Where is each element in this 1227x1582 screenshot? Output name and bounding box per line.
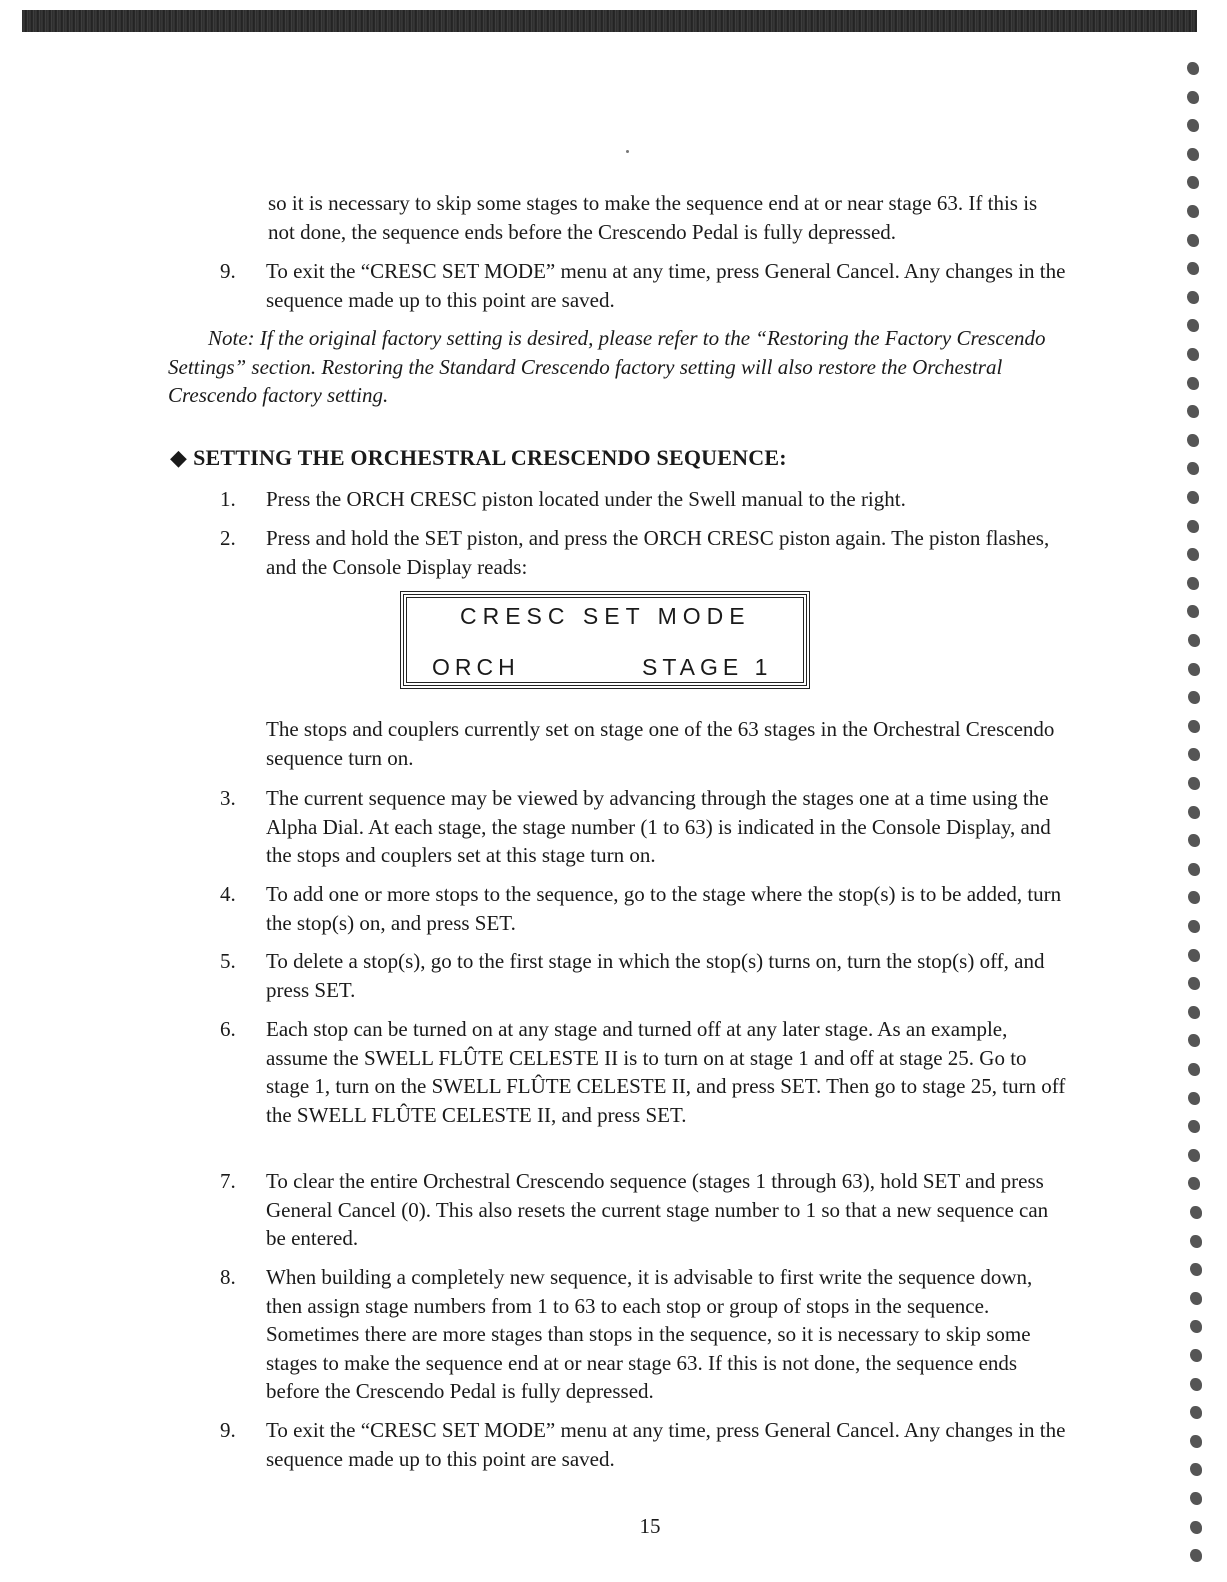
binding-ring-icon [1187,91,1199,104]
binding-ring-icon [1188,806,1200,819]
section-heading [170,445,787,471]
binding-ring-icon [1187,605,1199,618]
page-number: 15 [639,1514,661,1538]
binding-ring-icon [1187,176,1199,189]
console-display-line-2-left: ORCH [432,654,520,680]
step-text: To clear the entire Orchestral Crescendo sequence (stages 1 through 63), hold SET and press General Cancel (0). This also resets the current stage number to 1 so that a new sequence can be entered. [266,1169,1049,1250]
binding-ring-icon [1188,634,1200,647]
binding-ring-icon [1188,1092,1200,1105]
console-display [400,591,810,689]
step-text: To delete a stop(s), go to the first stage in which the stop(s) turns on, turn the stop(s) off, and press SET. [266,949,1045,1002]
binding-ring-icon [1188,1034,1200,1047]
binding-ring-icon [1190,1549,1202,1562]
binding-ring-icon [1188,891,1200,904]
binding-ring-icon [1187,62,1199,75]
step-number: 7. [220,1169,236,1193]
spiral-binding [1187,62,1205,1567]
binding-ring-icon [1188,691,1200,704]
step-number: 3. [220,786,236,810]
step-text: To exit the “CRESC SET MODE” menu at any time, press General Cancel. Any changes in the sequence made up to this point are saved. [266,259,1066,312]
step-number: 1. [220,487,236,511]
binding-ring-icon [1188,748,1200,761]
step-text: Each stop can be turned on at any stage and turned off at any later stage. As an example, assume the SWELL FLÛTE CELESTE II is to turn on at stage 1 and off at stage 25. Go to stage 1, turn on the SWELL FLÛTE CELESTE II, and press SET. Then go to stage 25, turn off the SWELL FLÛTE CELESTE II, and press SET. [266,1017,1066,1127]
scan-top-bar [22,10,1197,32]
binding-ring-icon [1190,1492,1202,1505]
binding-ring-icon [1190,1206,1202,1219]
step-text: To exit the “CRESC SET MODE” menu at any time, press General Cancel. Any changes in the sequence made up to this point are saved. [266,1418,1066,1471]
step-number: 9. [220,259,236,283]
after-display-paragraph: The stops and couplers currently set on stage one of the 63 stages in the Orchestral Crescendo sequence turn on. [266,717,1055,770]
binding-ring-icon [1188,1006,1200,1019]
binding-ring-icon [1188,949,1200,962]
binding-ring-icon [1187,205,1199,218]
binding-ring-icon [1188,777,1200,790]
binding-ring-icon [1188,1177,1200,1190]
scan-speck [626,150,629,153]
step-number: 9. [220,1418,236,1442]
binding-ring-icon [1188,1149,1200,1162]
binding-ring-icon [1190,1320,1202,1333]
binding-ring-icon [1190,1378,1202,1391]
step-number: 8. [220,1265,236,1289]
binding-ring-icon [1188,834,1200,847]
binding-ring-icon [1188,1120,1200,1133]
step-number: 6. [220,1017,236,1041]
step-number: 2. [220,526,236,550]
binding-ring-icon [1187,319,1199,332]
binding-ring-icon [1190,1263,1202,1276]
binding-ring-icon [1187,234,1199,247]
binding-ring-icon [1188,977,1200,990]
binding-ring-icon [1187,548,1199,561]
binding-ring-icon [1187,405,1199,418]
binding-ring-icon [1187,348,1199,361]
binding-ring-icon [1187,148,1199,161]
binding-ring-icon [1188,863,1200,876]
step-text: When building a completely new sequence, it is advisable to first write the sequence down, then assign stage numbers from 1 to 63 to each stop or group of stops in the sequence. Sometimes there are more stages than stops in the sequence, so it is necessary to skip some stages to make the sequence end at or near stage 63. If this is not done, the sequence ends before the Crescendo Pedal is fully depressed. [266,1265,1033,1403]
binding-ring-icon [1190,1235,1202,1248]
binding-ring-icon [1187,462,1199,475]
binding-ring-icon [1188,720,1200,733]
binding-ring-icon [1188,663,1200,676]
binding-ring-icon [1187,577,1199,590]
binding-ring-icon [1190,1349,1202,1362]
binding-ring-icon [1190,1435,1202,1448]
binding-ring-icon [1190,1463,1202,1476]
diamond-bullet-icon: ◆ [170,445,188,470]
step-text: Press and hold the SET piston, and press the ORCH CRESC piston again. The piston flashes, and the Console Display reads: [266,526,1050,579]
step-number: 5. [220,949,236,973]
step-text: To add one or more stops to the sequence, go to the stage where the stop(s) is to be added, turn the stop(s) on, and press SET. [266,882,1062,935]
step-number: 4. [220,882,236,906]
binding-ring-icon [1187,291,1199,304]
step-text: Press the ORCH CRESC piston located under the Swell manual to the right. [266,487,906,511]
binding-ring-icon [1187,119,1199,132]
console-display-line-2-right: STAGE 1 [642,654,773,680]
continuation-paragraph: so it is necessary to skip some stages to make the sequence end at or near stage 63. If this is not done, the sequence ends before the Crescendo Pedal is fully depressed. [268,191,1038,244]
binding-ring-icon [1190,1292,1202,1305]
binding-ring-icon [1190,1406,1202,1419]
binding-ring-icon [1187,520,1199,533]
step-text: The current sequence may be viewed by advancing through the stages one at a time using the Alpha Dial. At each stage, the stage number (1 to 63) is indicated in the Console Display, and the stops and couplers set at this stage turn on. [266,786,1051,867]
binding-ring-icon [1187,377,1199,390]
binding-ring-icon [1187,491,1199,504]
note-paragraph: Note: If the original factory setting is desired, please refer to the “Restoring the Factory Crescendo Settings” section. Restoring the Standard Crescendo factory setting will also restore the Orchestral Crescendo factory setting. [168,326,1046,407]
section-heading-text: SETTING THE ORCHESTRAL CRESCENDO SEQUENCE: [193,445,787,470]
console-display-line-1: CRESC SET MODE [460,603,751,629]
binding-ring-icon [1188,1063,1200,1076]
binding-ring-icon [1188,920,1200,933]
binding-ring-icon [1187,262,1199,275]
binding-ring-icon [1187,434,1199,447]
